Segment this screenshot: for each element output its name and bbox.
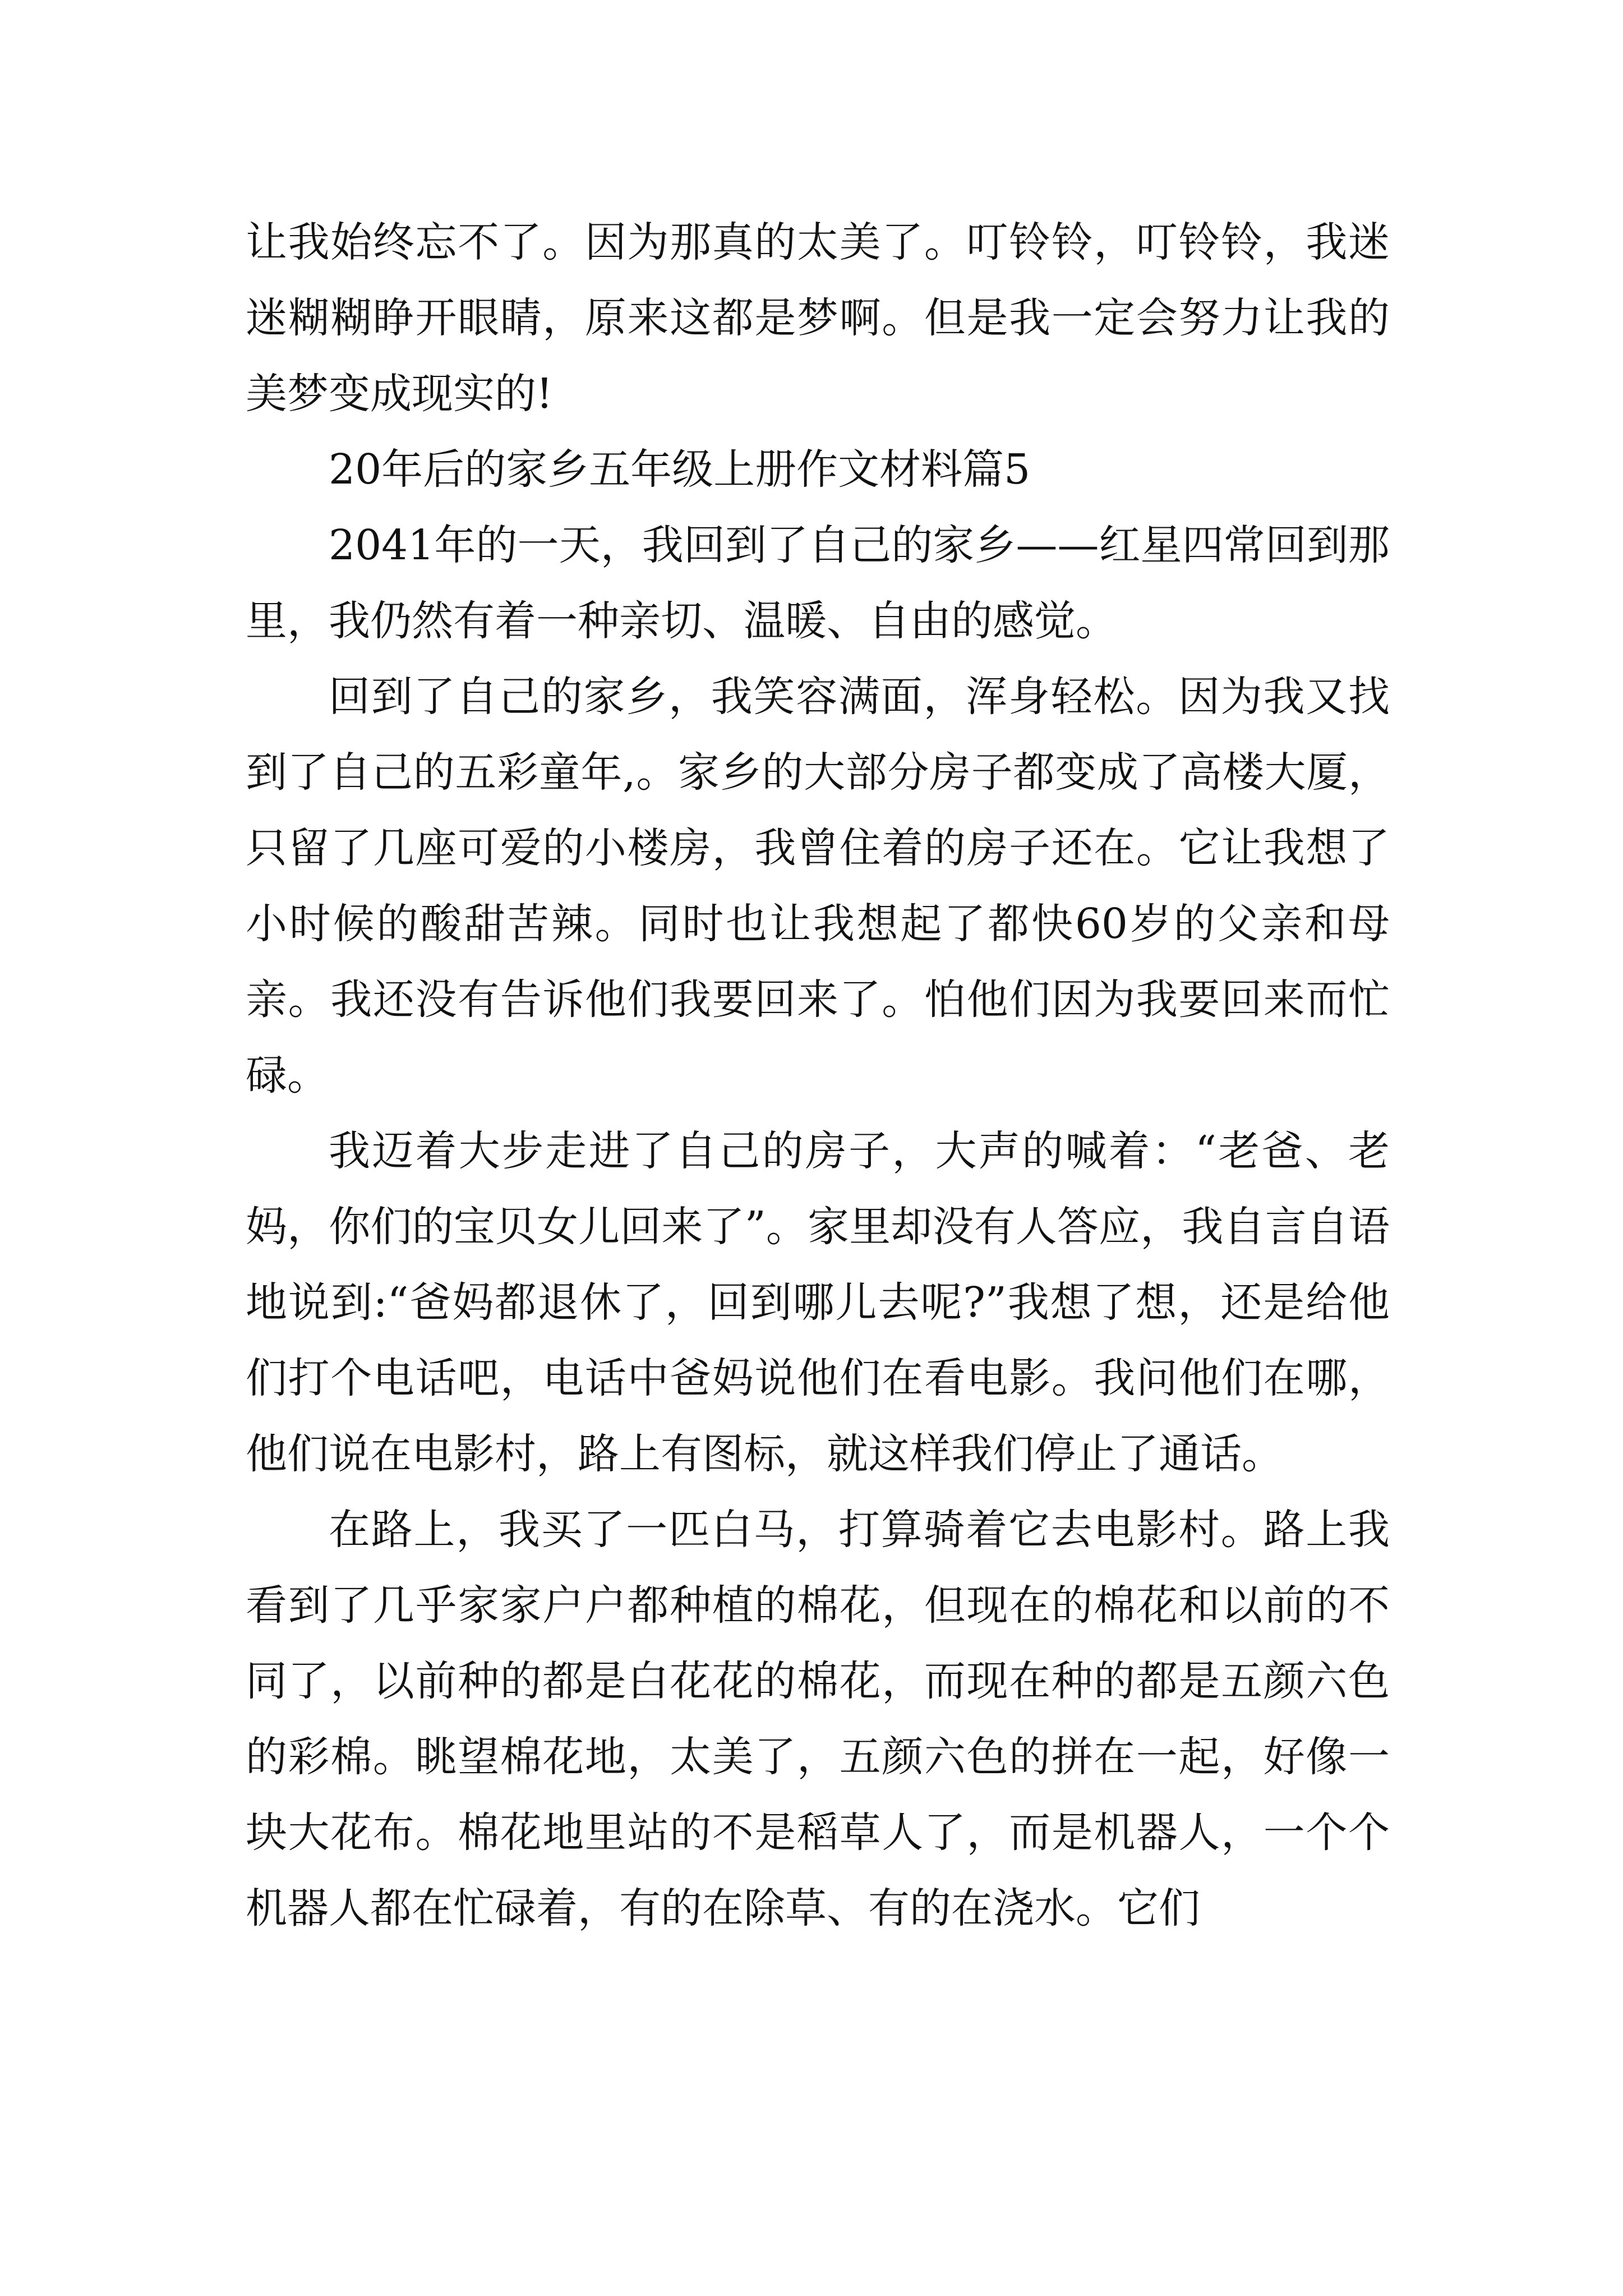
paragraph: 在路上，我买了一匹白马，打算骑着它去电影村。路上我看到了几乎家家户户都种植的棉花，但现在的棉花和以前的不同了，以前种的都是白花花的棉花，而现在种的都是五颜六色的彩棉。眺望棉花地，太美了，五颜六色的拼在一起，好像一块大花布。棉花地里站的不是稻草人了，而是机器人，一个个机器人都在忙碌着，有的在除草、有的在浇水。它们 [246, 1506, 1390, 1932]
paragraph: 我迈着大步走进了自己的房子，大声的喊着：“老爸、老妈，你们的宝贝女儿回来了”。家里却没有人答应，我自言自语地说到:“爸妈都退休了，回到哪儿去呢?”我想了想，还是给他们打个电话吧，电话中爸妈说他们在看电影。我问他们在哪，他们说在电影村，路上有图标，就这样我们停止了通话。 [246, 1127, 1390, 1478]
paragraph: 2041年的一天，我回到了自己的家乡——红星四常回到那里，我仍然有着一种亲切、温暖、自由的感觉。 [246, 521, 1390, 645]
paragraph: 回到了自己的家乡，我笑容满面，浑身轻松。因为我又找到了自己的五彩童年,。家乡的大部分房子都变成了高楼大厦，只留了几座可爱的小楼房，我曾住着的房子还在。它让我想了小时候的酸甜苦辣。同时也让我想起了都快60岁的父亲和母亲。我还没有告诉他们我要回来了。怕他们因为我要回来而忙碌。 [246, 673, 1390, 1099]
section-heading: 20年后的家乡五年级上册作文材料篇5 [329, 445, 1031, 494]
body-text [246, 205, 1390, 1947]
paragraph-continuation: 让我始终忘不了。因为那真的太美了。叮铃铃，叮铃铃，我迷迷糊糊睁开眼睛，原来这都是梦啊。但是我一定会努力让我的美梦变成现实的! [246, 218, 1390, 418]
